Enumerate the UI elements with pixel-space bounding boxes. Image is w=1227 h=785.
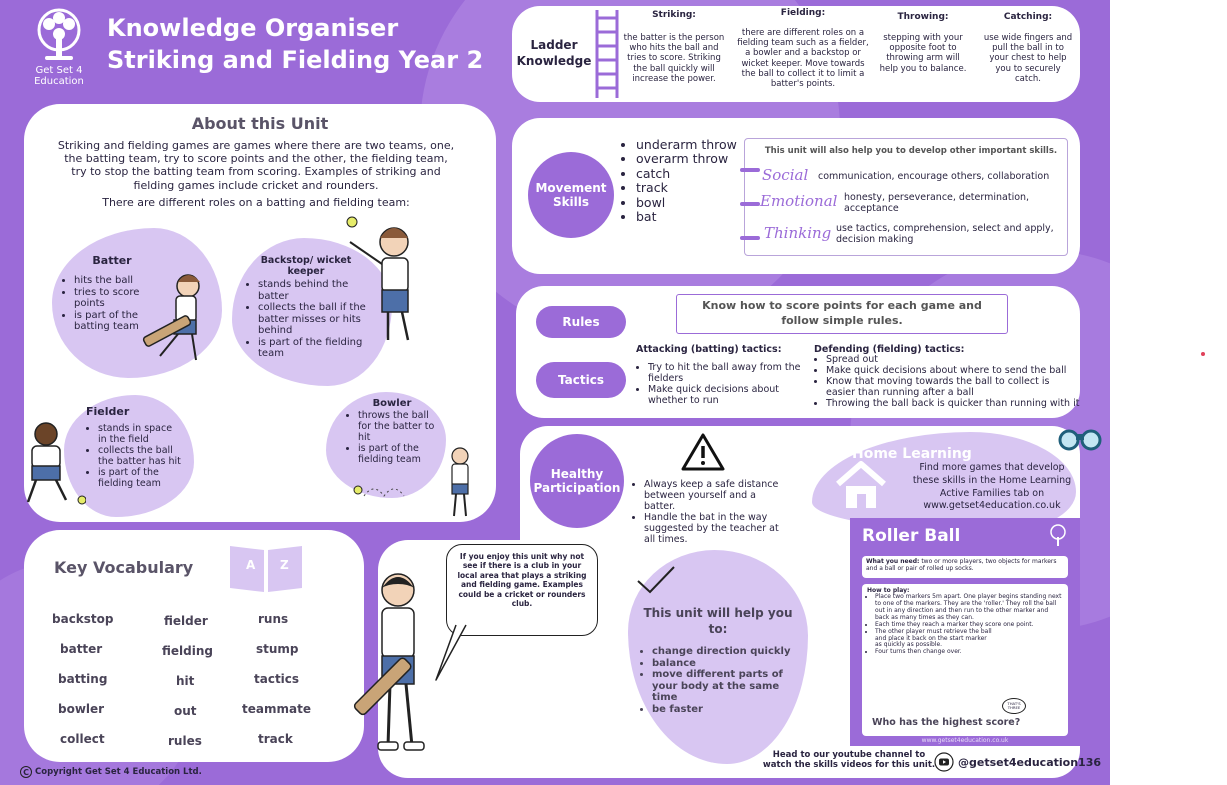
vocab-word: bowler: [58, 702, 105, 716]
ladder-text: stepping with your opposite foot to throwing arm will help you to balance.: [879, 33, 967, 74]
binoculars-icon: [1058, 424, 1102, 452]
vocab-word: stump: [256, 642, 299, 656]
vocab-word: track: [258, 732, 293, 746]
book-letter-z: Z: [280, 558, 289, 572]
copyright-text: Copyright Get Set 4 Education Ltd.: [35, 767, 202, 777]
logo-text: Get Set 4 Education: [34, 65, 84, 87]
movement-skill: • underarm throw: [636, 138, 737, 152]
attacking-point: • Make quick decisions about whether to run: [648, 385, 812, 407]
healthy-point: • Always keep a safe distance between yourself and a batter.: [644, 480, 788, 513]
book-letter-a: A: [246, 558, 256, 572]
page-subtitle: Striking and Fielding Year 2: [107, 46, 484, 74]
youtube-handle: @getset4education136: [958, 755, 1101, 769]
healthy-list: [632, 480, 788, 546]
backstop-point: • stands behind the batter: [258, 279, 366, 302]
ladder-heading: Striking:: [652, 10, 696, 20]
roller-how-box: [862, 584, 1068, 736]
vocab-title: Key Vocabulary: [54, 558, 194, 577]
defending-point: • Make quick decisions about where to send the ball: [826, 366, 1080, 377]
movement-skill: • overarm throw: [636, 152, 737, 166]
youtube-icon: [934, 752, 954, 772]
logo: [24, 8, 94, 90]
ladder-catching: [982, 12, 1074, 84]
stray-dot: [1201, 352, 1205, 356]
youtube-link[interactable]: [934, 752, 1101, 772]
ladder-heading: Fielding:: [780, 8, 826, 18]
help-list: [640, 646, 796, 715]
attacking-point: • Try to hit the ball away from the fielders: [648, 363, 812, 385]
ladder-fielding: [737, 8, 869, 89]
roller-step: • Four turns then change over.: [875, 649, 1063, 656]
movement-skills-list: [624, 138, 737, 224]
house-icon: [834, 460, 888, 512]
backstop-point: • collects the ball if the batter misses or hits behind: [258, 302, 366, 337]
emotional-text: honesty, perseverance, determination, acceptance: [844, 192, 1030, 215]
defending-tactics: [814, 344, 1080, 410]
vocab-word: teammate: [242, 702, 311, 716]
social-label: Social: [762, 166, 809, 184]
healthy-point: • Handle the bat in the way suggested by the teacher at all times.: [644, 513, 788, 546]
ladder-heading: Catching:: [1003, 12, 1053, 22]
vocab-word: backstop: [52, 612, 114, 626]
child-batter-illustration: [352, 570, 448, 770]
thinking-label: Thinking: [764, 224, 832, 242]
vocab-word: collect: [60, 732, 105, 746]
fielder-point: • collects the ball the batter has hit: [98, 446, 182, 468]
defending-title: Defending (fielding) tactics:: [814, 344, 965, 355]
roller-ball-title: Roller Ball: [862, 526, 961, 546]
home-learning-text: Find more games that develop these skills in the Home Learning Active Families tab on www.getset4education.co.uk: [912, 462, 1072, 512]
roller-step: • Place two markers 5m apart. One player begins standing next to one of the markers. They are the 'roller.' They roll the ball out in any direction and then run to the other marker and back as many times as they can.: [875, 594, 1063, 622]
home-learning-title: Home Learning: [852, 446, 972, 462]
brush-stroke-icon: [740, 160, 760, 250]
batter-point: • tries to score points: [74, 287, 162, 310]
vocab-word: out: [174, 704, 197, 718]
bowler-point: • throws the ball for the batter to hit: [358, 411, 438, 444]
thinking-text: use tactics, comprehension, select and apply, decision making: [836, 223, 1054, 246]
fielder-illustration: [6, 420, 86, 510]
defending-point: • Throwing the ball back is quicker than running with it: [826, 399, 1080, 410]
vocab-word: rules: [168, 734, 202, 748]
fielder-title: Fielder: [86, 405, 130, 418]
vocab-word: fielding: [162, 644, 213, 658]
about-text: Striking and fielding games are games where there are two teams, one, the batting team, try to score points and the other, the fielding team, try to stop the batting team from scoring. Examples of striking and fielding games include cricket and rounders.: [57, 139, 455, 192]
ladder-text: the batter is the person who hits the ball and tries to score. Striking the ball quickly will increase the power.: [623, 33, 725, 84]
ladder-throwing: [876, 12, 970, 74]
rules-label: Rules: [536, 306, 626, 338]
ladder-text: there are different roles on a fielding team such as a fielder, a bowler and a backstop or wicket keeper. Move towards the ball to collect it to limit a batter's points.: [737, 28, 869, 89]
fielder-point: • is part of the fielding team: [98, 468, 182, 490]
social-text: communication, encourage others, collaboration: [818, 171, 1050, 182]
help-point: • be faster: [652, 704, 796, 716]
backstop-title: Backstop/ wicket keeper: [260, 255, 352, 277]
movement-skill: • catch: [636, 167, 737, 181]
tree-logo-icon: [31, 8, 87, 64]
tactics-label: Tactics: [536, 362, 626, 398]
help-point: • change direction quickly: [652, 646, 796, 658]
checkmark-icon: [636, 565, 676, 595]
roller-logo-icon: [1048, 524, 1068, 548]
roller-url[interactable]: www.getset4education.co.uk: [921, 737, 1009, 744]
batter-point: • is part of the batting team: [74, 310, 162, 333]
ladder-text: use wide fingers and pull the ball in to your chest to help you to securely catch.: [983, 33, 1073, 84]
movement-skill: • track: [636, 181, 737, 195]
bowler-point: • is part of the fielding team: [358, 444, 438, 466]
fielder-role: [86, 405, 182, 490]
movement-skill: • bat: [636, 210, 737, 224]
ladder-label: Ladder Knowledge: [516, 38, 592, 68]
defending-point: • Know that moving towards the ball to collect is easier than running after a ball: [826, 377, 1080, 399]
vocab-word: fielder: [164, 614, 208, 628]
movement-skill: • bowl: [636, 196, 737, 210]
attacking-title: Attacking (batting) tactics:: [636, 344, 782, 355]
page-title: Knowledge Organiser: [107, 14, 399, 42]
vocab-word: runs: [258, 612, 289, 626]
vocab-word: batting: [58, 672, 108, 686]
help-point: • move different parts of your body at the same time: [652, 669, 796, 704]
backstop-point: • is part of the fielding team: [258, 337, 366, 360]
fielder-point: • stands in space in the field: [98, 424, 182, 446]
copyright-symbol: C: [20, 766, 32, 778]
copyright: [20, 766, 202, 778]
batter-title: Batter: [92, 254, 132, 267]
bowler-illustration: [350, 446, 480, 526]
roller-how-label: How to play:: [867, 587, 910, 594]
rules-text: Know how to score points for each game and follow simple rules.: [702, 299, 982, 328]
about-title: About this Unit: [191, 114, 329, 133]
ladder-icon: [594, 10, 620, 98]
healthy-participation-label: Healthy Participation: [530, 434, 624, 528]
other-skills-intro: This unit will also help you to develop other important skills.: [764, 146, 1058, 156]
roller-question: Who has the highest score?: [872, 716, 1021, 728]
roller-need-text: two or more players, two objects for markers and a ball or pair of rolled up socks.: [866, 558, 1057, 573]
vocab-word: batter: [60, 642, 103, 656]
roller-ball-card: [850, 518, 1080, 746]
backstop-illustration: [332, 216, 442, 346]
roles-intro: There are different roles on a batting and fielding team:: [102, 196, 410, 209]
help-title: This unit will help you to:: [643, 606, 793, 636]
roller-step: • Each time they reach a marker they score one point.: [875, 622, 1063, 629]
roller-need-box: [862, 556, 1068, 578]
roller-step: • The other player must retrieve the ball and place it back on the start marker as quickly as possible.: [875, 629, 995, 650]
warning-icon: [680, 432, 726, 472]
help-point: • balance: [652, 658, 796, 670]
batter-point: • hits the ball: [74, 275, 162, 287]
vocab-word: tactics: [254, 672, 300, 686]
batter-illustration: [130, 270, 220, 370]
club-text: If you enjoy this unit why not see if there is a club in your local area that plays a striking and fielding game. Examples could be a cricket or rounders club.: [457, 552, 587, 608]
roller-bubble: THAT'S THREE: [1002, 698, 1026, 714]
ladder-striking: [622, 10, 726, 84]
book-az-icon: [226, 540, 306, 596]
youtube-text: Head to our youtube channel to watch the skills videos for this unit.: [762, 750, 936, 771]
emotional-label: Emotional: [760, 192, 838, 210]
attacking-tactics: [636, 344, 812, 407]
ladder-heading: Throwing:: [897, 12, 949, 22]
vocab-word: hit: [176, 674, 195, 688]
roller-need-label: What you need:: [866, 558, 920, 565]
bowler-title: Bowler: [372, 398, 412, 409]
defending-point: • Spread out: [826, 355, 1080, 366]
movement-skills-label: Movement Skills: [528, 152, 614, 238]
